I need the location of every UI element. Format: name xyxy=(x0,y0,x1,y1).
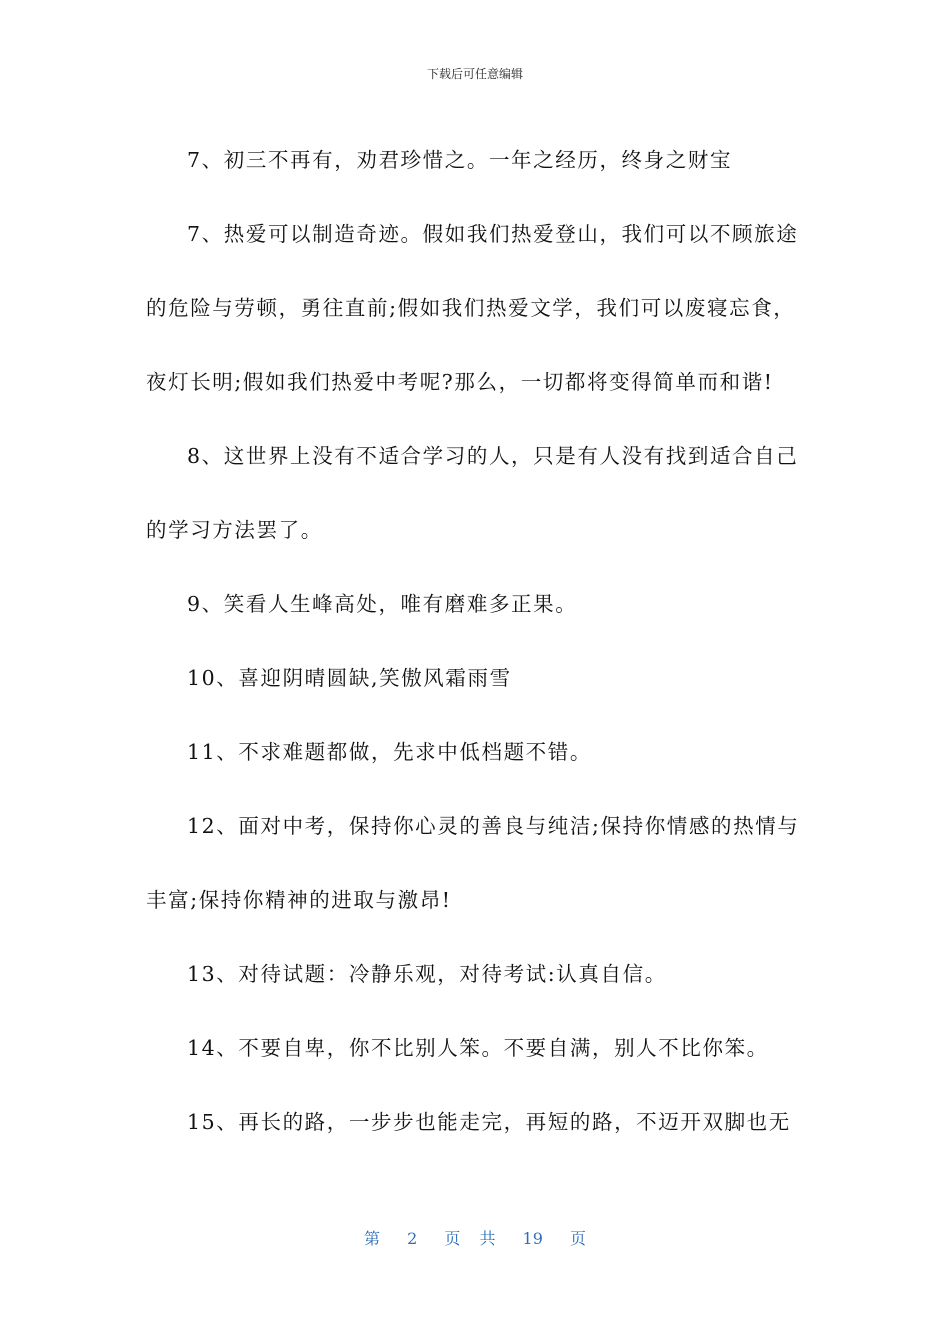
footer-suffix: 页 xyxy=(570,1229,587,1248)
paragraph: 11、不求难题都做，先求中低档题不错。 xyxy=(187,740,592,764)
document-body xyxy=(146,123,808,1159)
footer-total-pages: 19 xyxy=(522,1229,543,1248)
footer-middle: 页 共 xyxy=(444,1229,496,1248)
paragraph: 8、这世界上没有不适合学习的人，只是有人没有找到适合自己的学习方法罢了。 xyxy=(146,444,799,542)
paragraph: 12、面对中考，保持你心灵的善良与纯洁;保持你情感的热情与丰富;保持你精神的进取与激昂! xyxy=(146,814,800,912)
paragraph: 15、再长的路，一步步也能走完，再短的路，不迈开双脚也无 xyxy=(187,1110,791,1134)
paragraph: 14、不要自卑，你不比别人笨。不要自满，别人不比你笨。 xyxy=(187,1036,769,1060)
footer-prefix: 第 xyxy=(363,1229,380,1248)
page-footer xyxy=(0,1228,950,1250)
paragraph: 10、喜迎阴晴圆缺,笑傲风霜雨雪 xyxy=(187,666,512,690)
paragraph: 13、对待试题：冷静乐观，对待考试:认真自信。 xyxy=(187,962,667,986)
footer-current-page: 2 xyxy=(407,1229,418,1248)
page-header: 下载后可任意编辑 xyxy=(426,67,523,81)
paragraph: 7、热爱可以制造奇迹。假如我们热爱登山，我们可以不顾旅途的危险与劳顿，勇往直前;假如我们热爱文学，我们可以废寝忘食，夜灯长明;假如我们热爱中考呢?那么，一切都将变得简单而和谐! xyxy=(146,222,799,394)
paragraph: 7、初三不再有，劝君珍惜之。一年之经历，终身之财宝 xyxy=(187,148,733,172)
paragraph: 9、笑看人生峰高处，唯有磨难多正果。 xyxy=(187,592,578,616)
